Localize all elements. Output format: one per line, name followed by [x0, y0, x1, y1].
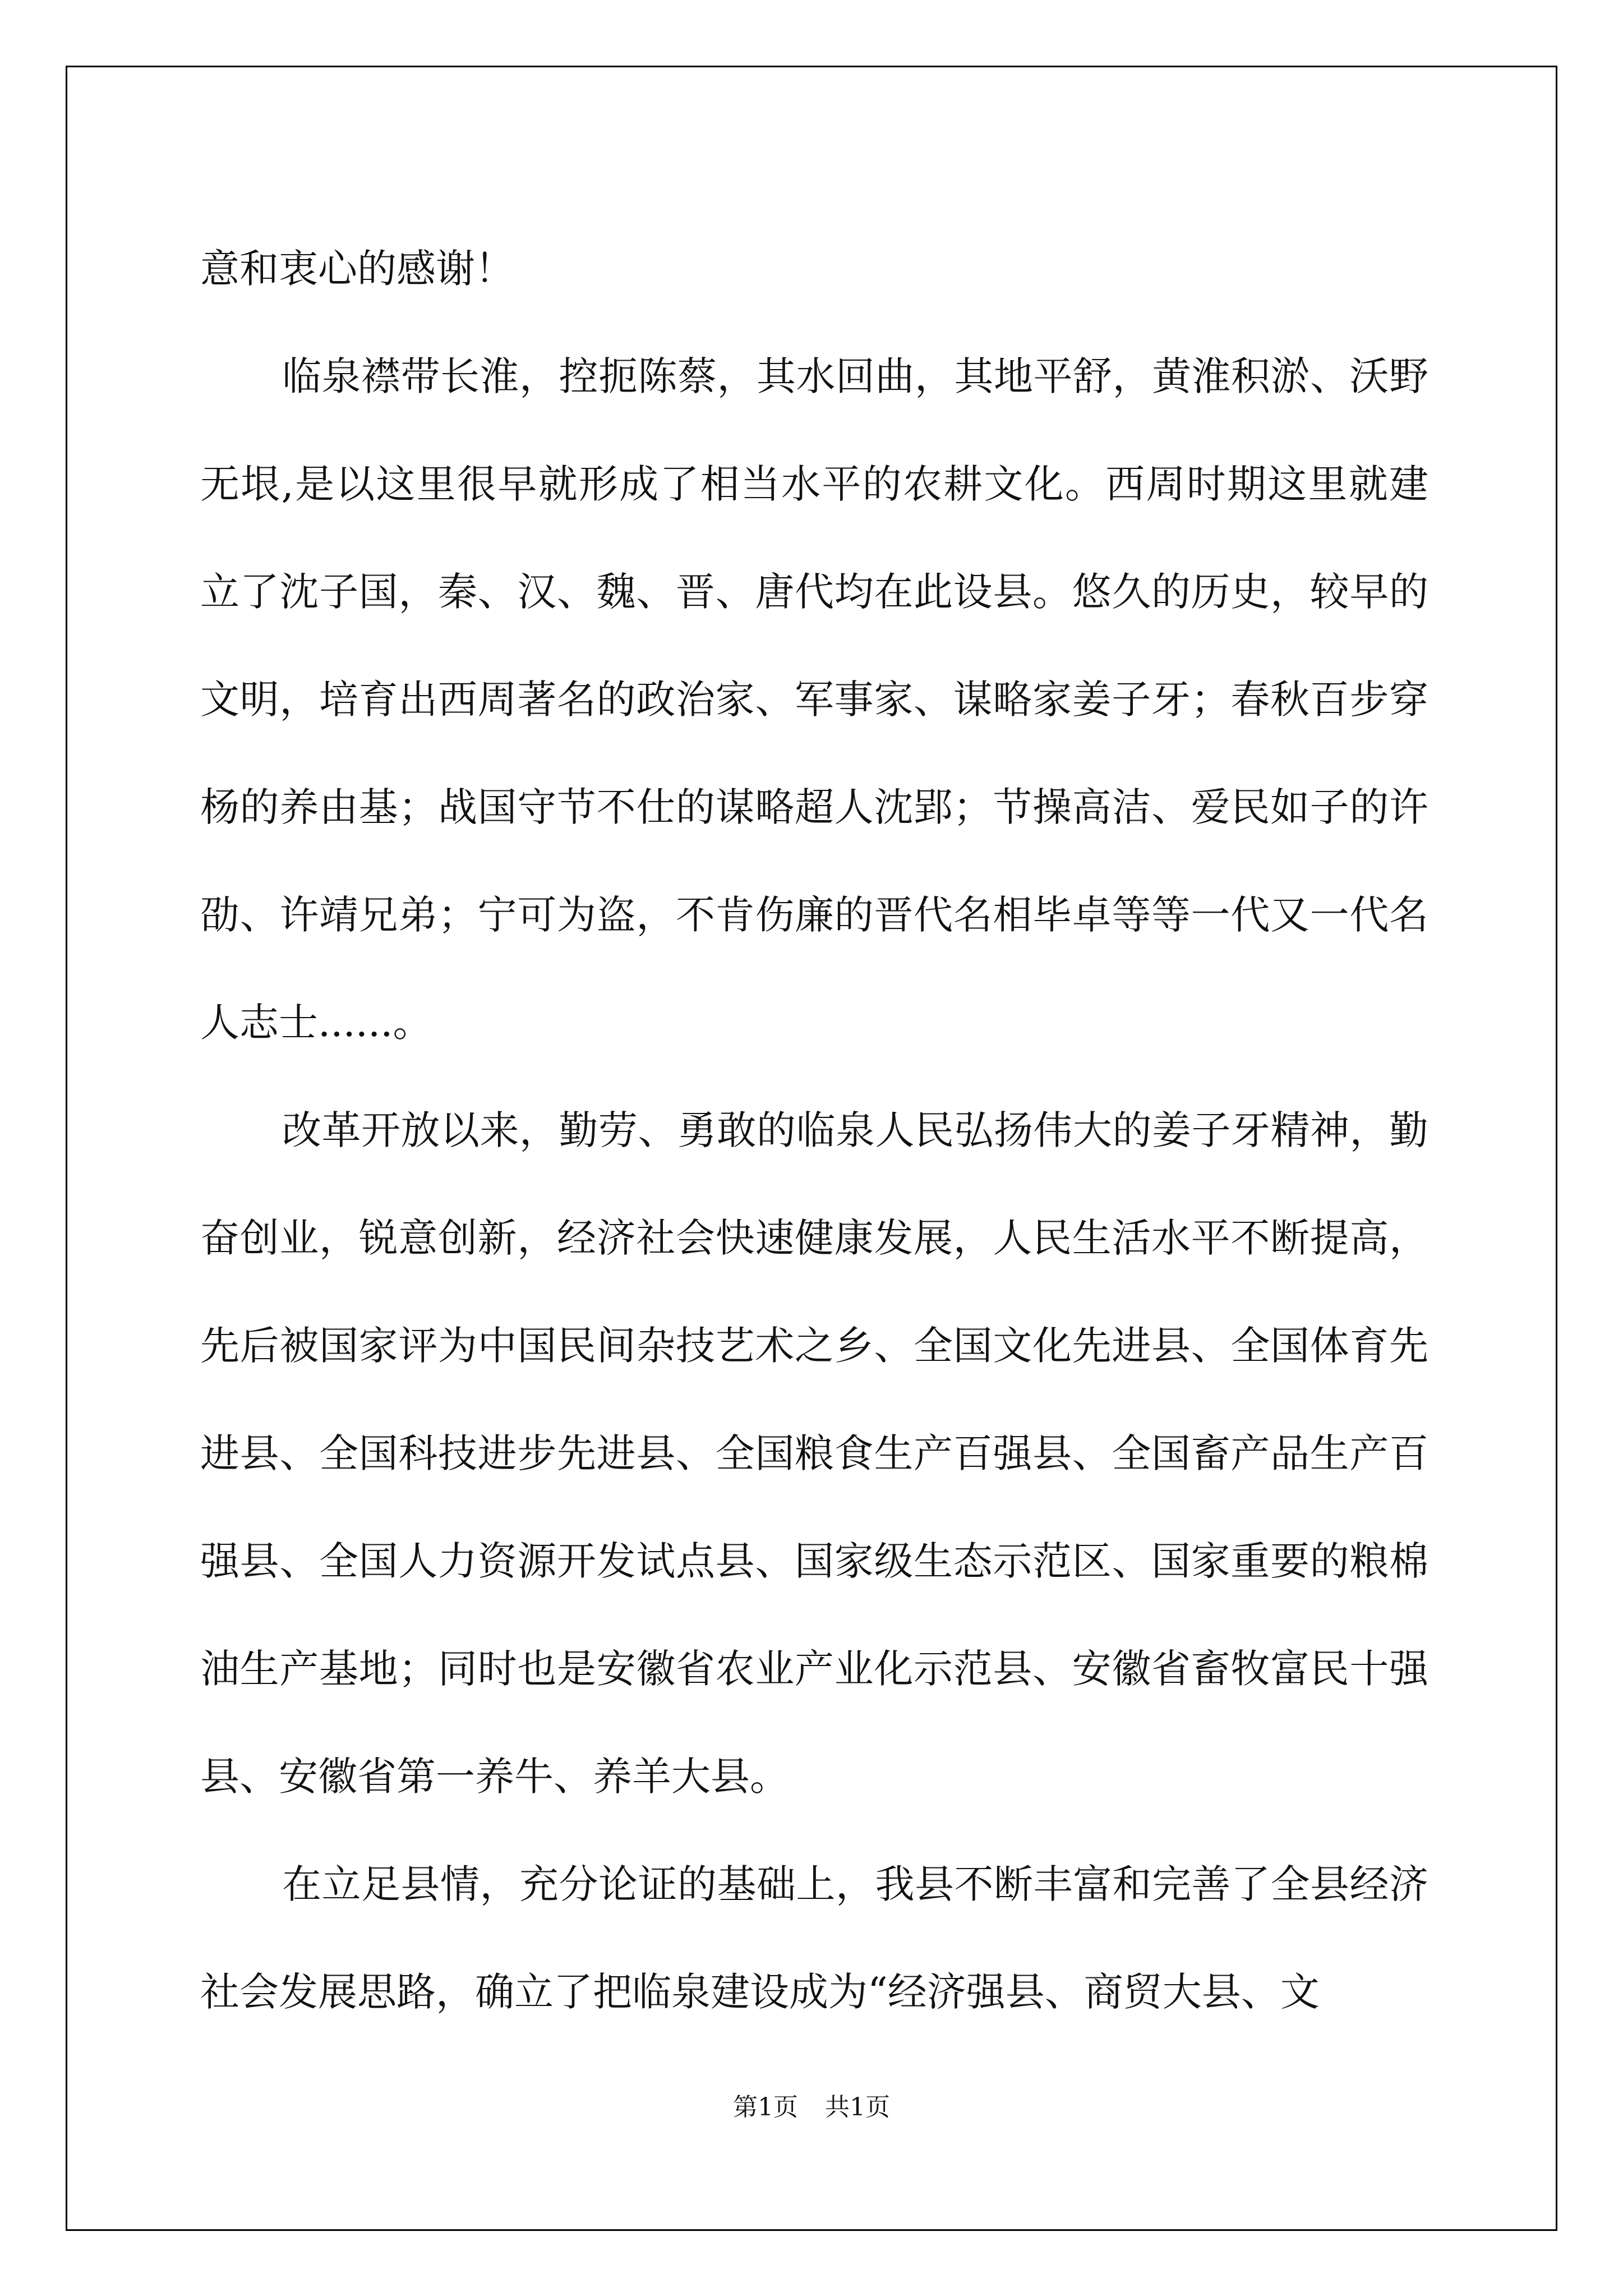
paragraph-3: 改革开放以来，勤劳、勇敢的临泉人民弘扬伟大的姜子牙精神，勤奋创业，锐意创新，经济社会快速健康发展，人民生活水平不断提高，先后被国家评为中国民间杂技艺术之乡、全国文化先进县、全国体育先进县、全国科技进步先进县、全国粮食生产百强县、全国畜产品生产百强县、全国人力资源开发试点县、国家级生态示范区、国家重要的粮棉油生产基地；同时也是安徽省农业产业化示范县、安徽省畜牧富民十强县、安徽省第一养牛、养羊大县。 — [200, 1107, 1428, 1800]
paragraph-2: 临泉襟带长淮，控扼陈蔡，其水回曲，其地平舒，黄淮积淤、沃野无垠,是以这里很早就形成了相当水平的农耕文化。西周时期这里就建立了沈子国，秦、汉、魏、晋、唐代均在此设县。悠久的历史，较早的文明，培育出西周著名的政治家、军事家、谋略家姜子牙；春秋百步穿杨的养由基；战国守节不仕的谋略超人沈郢；节操高洁、爱民如子的许劭、许靖兄弟；宁可为盗，不肯伤廉的晋代名相毕卓等等一代又一代名人志士......。 — [200, 353, 1428, 1046]
page-footer — [0, 2087, 1623, 2123]
paragraph-1: 意和衷心的感谢！ — [200, 246, 514, 292]
paragraph-4: 在立足县情，充分论证的基础上，我县不断丰富和完善了全县经济社会发展思路，确立了把临泉建设成为“经济强县、商贸大县、文 — [200, 1861, 1428, 2015]
document-body — [200, 215, 1428, 2046]
page-total: 共1页 — [825, 2093, 890, 2122]
page-number: 第1页 — [733, 2093, 798, 2122]
